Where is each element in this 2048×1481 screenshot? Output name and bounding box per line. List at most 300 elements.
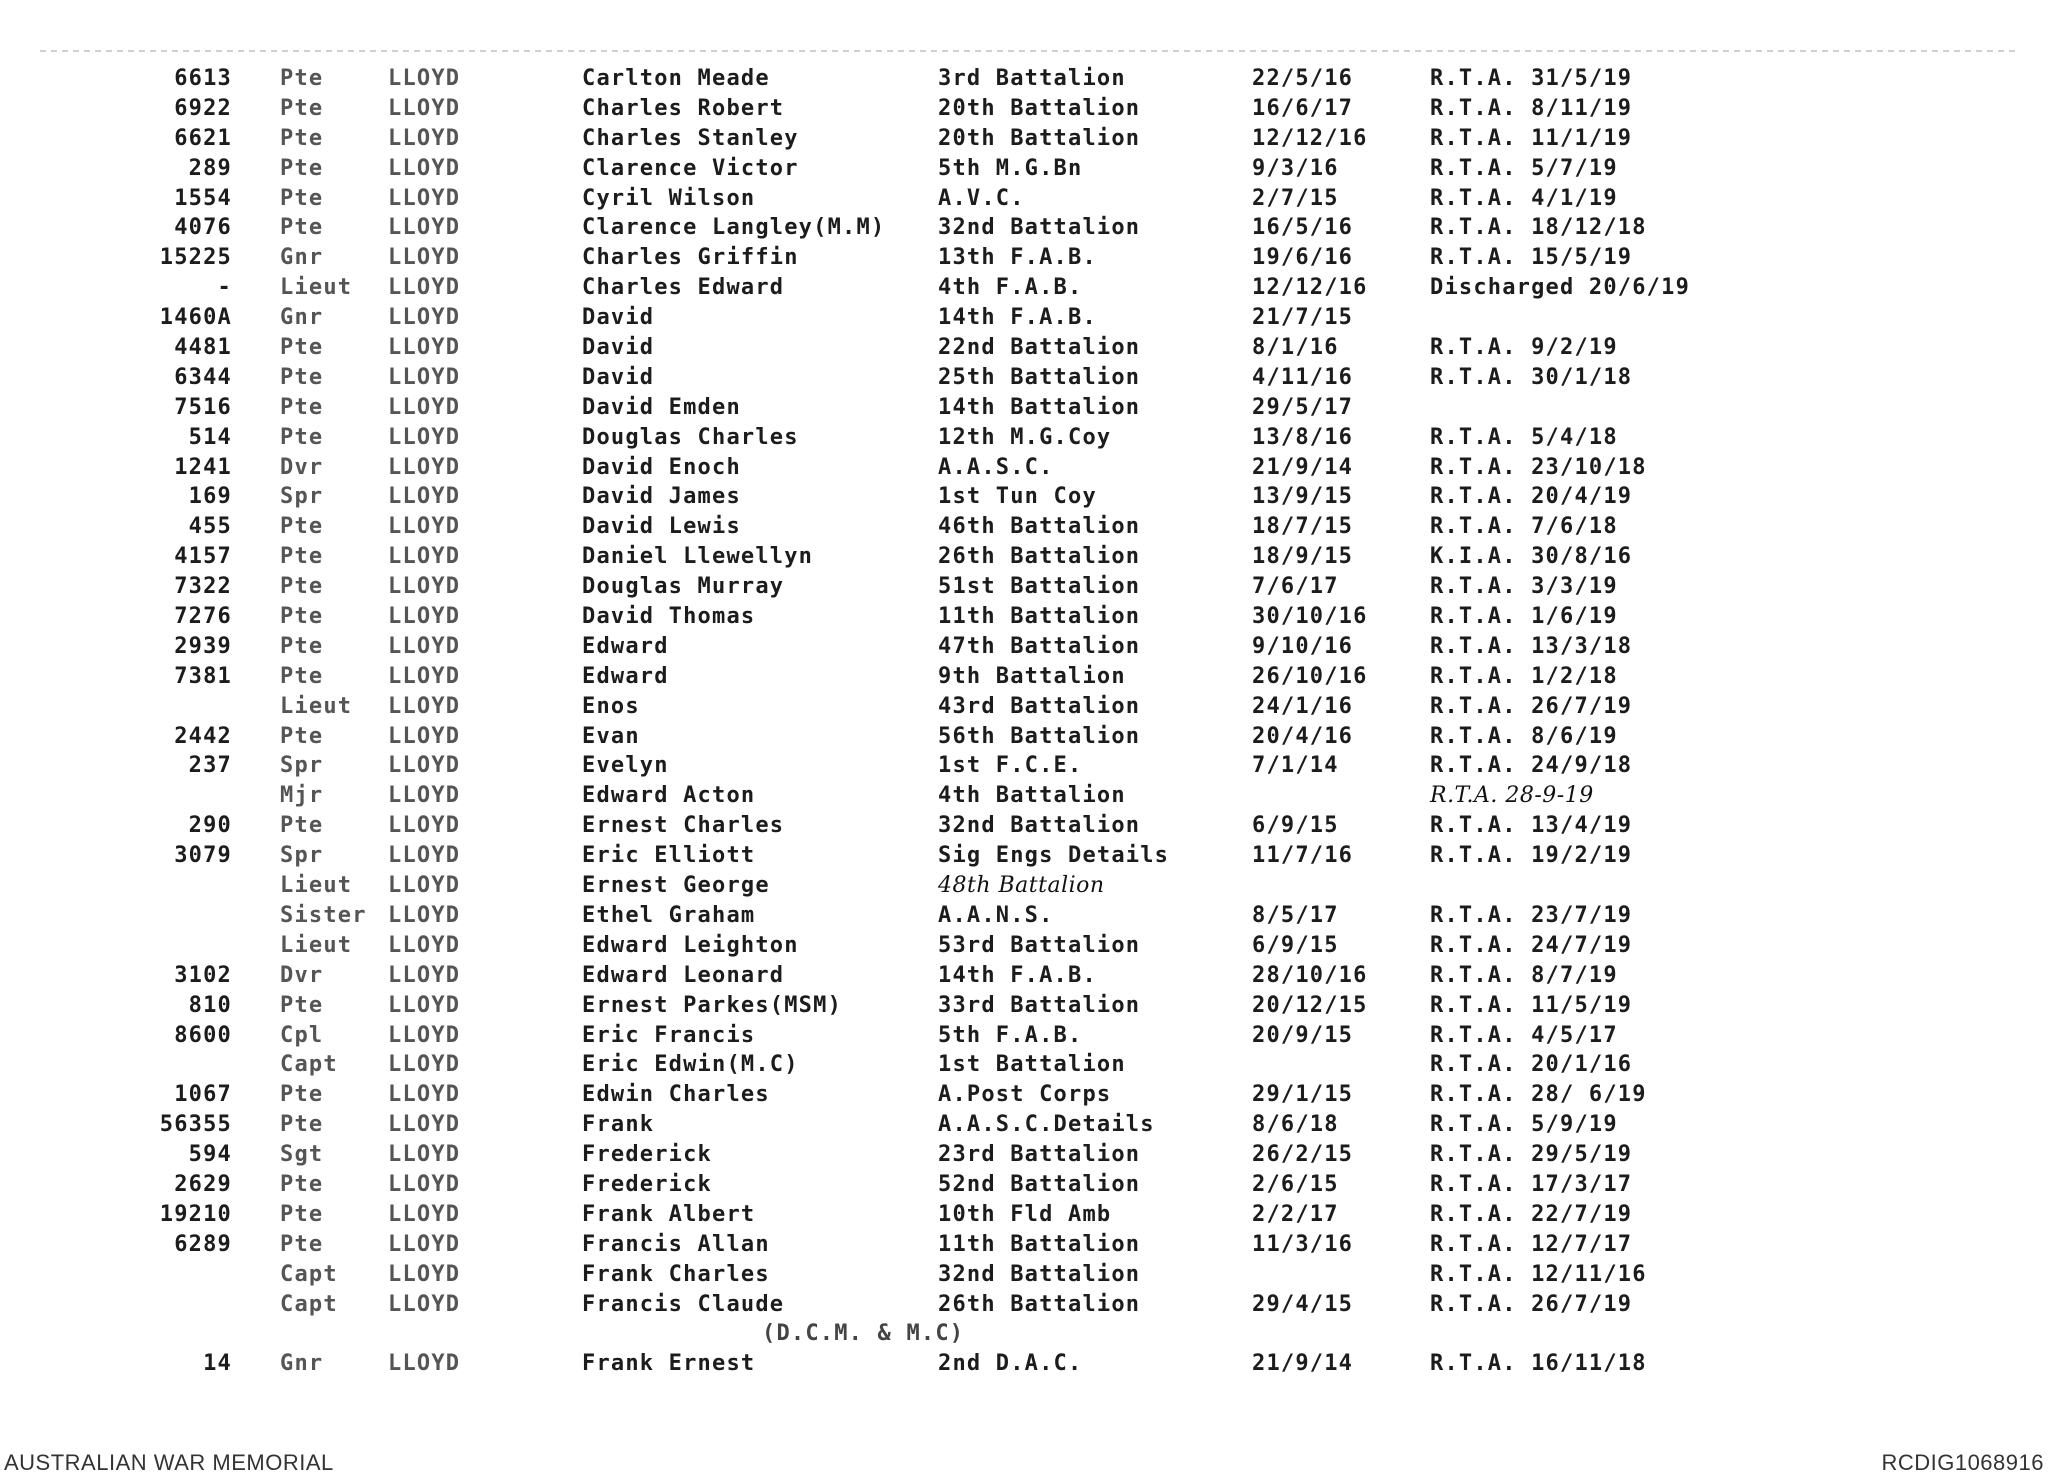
surname-cell: LLOYD [388,1261,461,1287]
rank-cell: Pte [280,185,324,211]
table-row [0,1170,2048,1200]
rank-cell: Pte [280,125,324,151]
fate-cell: R.T.A. 5/9/19 [1430,1112,1618,1138]
embarkation-date-cell: 2/2/17 [1252,1201,1339,1227]
embarkation-date-cell: 6/9/15 [1252,813,1339,839]
surname-cell: LLOYD [388,185,461,211]
fate-cell: R.T.A. 26/7/19 [1430,1291,1633,1317]
surname-cell: LLOYD [388,932,461,958]
rank-cell: Spr [280,843,324,869]
table-row [0,1230,2048,1260]
embarkation-date-cell: 13/8/16 [1252,424,1354,450]
embarkation-date-cell: 7/6/17 [1252,574,1339,600]
unit-cell: 4th F.A.B. [938,275,1083,301]
service-number-cell: 1460A [159,305,232,331]
given-names-cell: Charles Robert [582,95,785,121]
rank-cell: Dvr [280,962,324,988]
fate-cell: R.T.A. 31/5/19 [1430,66,1633,91]
table-row [0,961,2048,991]
given-names-cell: Frederick [582,1171,713,1197]
service-number-cell: 7276 [174,604,232,630]
service-number-cell: 6922 [174,95,232,121]
fate-cell: R.T.A. 4/1/19 [1430,185,1618,211]
given-names-cell: Francis Claude [582,1291,785,1317]
fate-cell: R.T.A. 15/5/19 [1430,245,1633,271]
surname-cell: LLOYD [388,873,461,899]
footer-record-id: RCDIG1068916 [1881,1450,2044,1475]
surname-cell: LLOYD [388,95,461,121]
table-row [0,542,2048,572]
service-number-cell: 1241 [174,454,232,480]
fate-cell: R.T.A. 5/4/18 [1430,424,1618,450]
service-number-cell: 1554 [174,185,232,211]
given-names-cell: David [582,364,655,390]
table-row [0,213,2048,243]
unit-cell: 48th Battalion [938,873,1105,899]
given-names-cell: Cyril Wilson [582,185,756,211]
surname-cell: LLOYD [388,843,461,869]
fate-cell: R.T.A. 23/10/18 [1430,454,1647,480]
surname-cell: LLOYD [388,66,461,91]
rank-cell: Pte [280,394,324,420]
table-row [0,243,2048,273]
surname-cell: LLOYD [388,1171,461,1197]
surname-cell: LLOYD [388,633,461,659]
fate-cell: R.T.A. 3/3/19 [1430,574,1618,600]
embarkation-date-cell: 24/1/16 [1252,693,1354,719]
unit-cell: A.Post Corps [938,1082,1112,1108]
table-row [0,453,2048,483]
embarkation-date-cell: 7/1/14 [1252,753,1339,779]
table-row [0,1021,2048,1051]
embarkation-date-cell: 8/5/17 [1252,902,1339,928]
embarkation-date-cell: 11/3/16 [1252,1231,1354,1257]
given-names-cell: Evan [582,723,640,749]
embarkation-date-cell: 18/7/15 [1252,514,1354,540]
unit-cell: A.V.C. [938,185,1025,211]
given-names-cell: Eric Elliott [582,843,756,869]
service-number-cell: 290 [188,813,232,839]
surname-cell: LLOYD [388,992,461,1018]
rank-cell: Capt [280,1052,338,1078]
rank-cell: Lieut [280,932,353,958]
surname-cell: LLOYD [388,723,461,749]
given-names-cell: Edward [582,663,669,689]
surname-cell: LLOYD [388,813,461,839]
rank-cell: Spr [280,753,324,779]
service-number-cell: 56355 [159,1112,232,1138]
table-row [0,991,2048,1021]
unit-cell: 25th Battalion [938,364,1141,390]
rank-cell: Pte [280,335,324,361]
rank-cell: Lieut [280,275,353,301]
rank-cell: Pte [280,663,324,689]
rank-cell: Pte [280,1171,324,1197]
unit-cell: 3rd Battalion [938,66,1126,91]
fate-cell: R.T.A. 5/7/19 [1430,155,1618,181]
service-number-cell: 6613 [174,66,232,91]
rank-cell: Pte [280,1201,324,1227]
given-names-cell: Douglas Charles [582,424,799,450]
table-row [0,662,2048,692]
surname-cell: LLOYD [388,1291,461,1317]
rank-cell: Gnr [280,305,324,331]
given-names-cell: Enos [582,693,640,719]
fate-cell: R.T.A. 26/7/19 [1430,693,1633,719]
service-number-cell: 7381 [174,663,232,689]
service-number-cell: 2442 [174,723,232,749]
given-names-cell: Clarence Victor [582,155,799,181]
table-row [0,512,2048,542]
rank-cell: Pte [280,1231,324,1257]
embarkation-date-cell: 21/9/14 [1252,454,1354,480]
surname-cell: LLOYD [388,335,461,361]
service-number-cell: 6344 [174,364,232,390]
service-number-cell: 455 [188,514,232,540]
rank-cell: Pte [280,633,324,659]
surname-cell: LLOYD [388,155,461,181]
unit-cell: 43rd Battalion [938,693,1141,719]
table-row [0,1290,2048,1320]
surname-cell: LLOYD [388,215,461,241]
fate-cell: R.T.A. 17/3/17 [1430,1171,1633,1197]
unit-cell: 20th Battalion [938,125,1141,151]
surname-cell: LLOYD [388,245,461,271]
embarkation-date-cell: 29/4/15 [1252,1291,1354,1317]
embarkation-date-cell: 26/10/16 [1252,663,1368,689]
table-row [0,931,2048,961]
service-number-cell: 2629 [174,1171,232,1197]
service-number-cell: 3079 [174,843,232,869]
rank-cell: Pte [280,215,324,241]
fate-cell: R.T.A. 8/6/19 [1430,723,1618,749]
table-row [0,482,2048,512]
unit-cell: A.A.N.S. [938,902,1054,928]
surname-cell: LLOYD [388,753,461,779]
table-row [0,722,2048,752]
given-names-cell: Ethel Graham [582,902,756,928]
surname-cell: LLOYD [388,514,461,540]
given-names-cell: Ernest Parkes(MSM) [582,992,843,1018]
rank-cell: Sgt [280,1142,324,1168]
given-names-cell: Clarence Langley(M.M) [582,215,886,241]
given-names-cell: Daniel Llewellyn [582,544,814,570]
unit-cell: 14th Battalion [938,394,1141,420]
table-row [0,94,2048,124]
given-names-cell: Charles Stanley [582,125,799,151]
embarkation-date-cell: 13/9/15 [1252,484,1354,510]
embarkation-date-cell: 18/9/15 [1252,544,1354,570]
unit-cell: 32nd Battalion [938,813,1141,839]
rank-cell: Lieut [280,693,353,719]
fate-cell: R.T.A. 11/5/19 [1430,992,1633,1018]
given-names-cell: David Lewis [582,514,741,540]
embarkation-date-cell: 28/10/16 [1252,962,1368,988]
unit-cell: 52nd Battalion [938,1171,1141,1197]
service-number-cell: 289 [188,155,232,181]
fate-cell: R.T.A. 30/1/18 [1430,364,1633,390]
rank-cell: Pte [280,813,324,839]
surname-cell: LLOYD [388,693,461,719]
fate-cell: R.T.A. 24/9/18 [1430,753,1633,779]
service-number-cell: 3102 [174,962,232,988]
nominal-roll-table [0,64,2048,1379]
surname-cell: LLOYD [388,604,461,630]
service-number-cell: 810 [188,992,232,1018]
service-number-cell: 6621 [174,125,232,151]
embarkation-date-cell: 8/6/18 [1252,1112,1339,1138]
table-row [0,154,2048,184]
rank-cell: Pte [280,514,324,540]
table-row [0,692,2048,722]
given-names-cell: Frank Charles [582,1261,770,1287]
unit-cell: 12th M.G.Coy [938,424,1112,450]
fate-cell: R.T.A. 23/7/19 [1430,902,1633,928]
given-names-cell: Frederick [582,1142,713,1168]
fate-cell: R.T.A. 24/7/19 [1430,932,1633,958]
table-row [0,901,2048,931]
table-row [0,572,2048,602]
unit-cell: 1st Battalion [938,1052,1126,1078]
surname-cell: LLOYD [388,1231,461,1257]
surname-cell: LLOYD [388,1201,461,1227]
service-number-cell: 7322 [174,574,232,600]
table-row [0,1319,2048,1349]
unit-cell: 9th Battalion [938,663,1126,689]
rank-cell: Gnr [280,245,324,271]
unit-cell: 51st Battalion [938,574,1141,600]
table-row [0,1050,2048,1080]
service-number-cell: 6289 [174,1231,232,1257]
surname-cell: LLOYD [388,1052,461,1078]
surname-cell: LLOYD [388,962,461,988]
service-number-cell: 237 [188,753,232,779]
unit-cell: 46th Battalion [938,514,1141,540]
surname-cell: LLOYD [388,1022,461,1048]
surname-cell: LLOYD [388,1112,461,1138]
rank-cell: Spr [280,484,324,510]
given-names-cell: Frank Ernest [582,1351,756,1377]
service-number-cell: 594 [188,1142,232,1168]
table-row [0,1140,2048,1170]
embarkation-date-cell: 12/12/16 [1252,125,1368,151]
fate-cell: K.I.A. 30/8/16 [1430,544,1633,570]
fate-cell: R.T.A. 12/7/17 [1430,1231,1633,1257]
rank-cell: Pte [280,604,324,630]
surname-cell: LLOYD [388,424,461,450]
fate-cell: R.T.A. 8/7/19 [1430,962,1618,988]
rank-cell: Pte [280,574,324,600]
rank-cell: Pte [280,155,324,181]
embarkation-date-cell: 30/10/16 [1252,604,1368,630]
unit-cell: A.A.S.C. [938,454,1054,480]
rank-cell: Capt [280,1291,338,1317]
table-row [0,124,2048,154]
given-names-cell: Ernest George [582,873,770,899]
table-row [0,363,2048,393]
table-row [0,1200,2048,1230]
surname-cell: LLOYD [388,275,461,301]
unit-cell: 47th Battalion [938,633,1141,659]
surname-cell: LLOYD [388,544,461,570]
given-names-cell: David Emden [582,394,741,420]
fate-cell: R.T.A. 22/7/19 [1430,1201,1633,1227]
service-number-cell: 8600 [174,1022,232,1048]
given-names-cell: Eric Francis [582,1022,756,1048]
surname-cell: LLOYD [388,1082,461,1108]
embarkation-date-cell: 11/7/16 [1252,843,1354,869]
unit-cell: 13th F.A.B. [938,245,1097,271]
table-row [0,1080,2048,1110]
table-row [0,333,2048,363]
embarkation-date-cell: 20/12/15 [1252,992,1368,1018]
surname-cell: LLOYD [388,783,461,809]
embarkation-date-cell: 21/9/14 [1252,1351,1354,1377]
given-names-cell: David James [582,484,741,510]
given-names-cell: Frank [582,1112,655,1138]
fate-cell: R.T.A. 11/1/19 [1430,125,1633,151]
unit-cell: 23rd Battalion [938,1142,1141,1168]
rank-cell: Pte [280,66,324,91]
rank-cell: Capt [280,1261,338,1287]
surname-cell: LLOYD [388,125,461,151]
surname-cell: LLOYD [388,663,461,689]
service-number-cell: 169 [188,484,232,510]
fate-cell: R.T.A. 28/ 6/19 [1430,1082,1647,1108]
embarkation-date-cell: 19/6/16 [1252,245,1354,271]
service-number-cell: 4157 [174,544,232,570]
unit-cell: 2nd D.A.C. [938,1351,1083,1377]
surname-cell: LLOYD [388,364,461,390]
given-names-cell: Edward Leonard [582,962,785,988]
unit-cell: 14th F.A.B. [938,305,1097,331]
embarkation-date-cell: 20/9/15 [1252,1022,1354,1048]
table-row [0,781,2048,811]
rank-cell: Pte [280,424,324,450]
surname-cell: LLOYD [388,574,461,600]
service-number-cell: 4481 [174,335,232,361]
embarkation-date-cell: 2/7/15 [1252,185,1339,211]
table-row [0,602,2048,632]
fate-cell: R.T.A. 1/2/18 [1430,663,1618,689]
surname-cell: LLOYD [388,454,461,480]
given-names-cell: Eric Edwin(M.C) [582,1052,799,1078]
given-names-cell: Ernest Charles [582,813,785,839]
unit-cell: 4th Battalion [938,783,1126,809]
fate-cell: R.T.A. 9/2/19 [1430,335,1618,361]
given-names-cell: David Thomas [582,604,756,630]
fate-cell: R.T.A. 1/6/19 [1430,604,1618,630]
service-number-cell: 7516 [174,394,232,420]
unit-cell: 56th Battalion [938,723,1141,749]
unit-cell: A.A.S.C.Details [938,1112,1155,1138]
table-row [0,841,2048,871]
decorations-note: (D.C.M. & M.C) [762,1321,965,1347]
table-row [0,1110,2048,1140]
unit-cell: 33rd Battalion [938,992,1141,1018]
surname-cell: LLOYD [388,305,461,331]
fate-cell: R.T.A. 18/12/18 [1430,215,1647,241]
fate-cell: R.T.A. 16/11/18 [1430,1351,1647,1377]
embarkation-date-cell: 20/4/16 [1252,723,1354,749]
rank-cell: Lieut [280,873,353,899]
fate-cell: R.T.A. 19/2/19 [1430,843,1633,869]
given-names-cell: Evelyn [582,753,669,779]
service-number-cell: 514 [188,424,232,450]
surname-cell: LLOYD [388,902,461,928]
embarkation-date-cell: 29/5/17 [1252,394,1354,420]
unit-cell: 1st Tun Coy [938,484,1097,510]
embarkation-date-cell: 16/5/16 [1252,215,1354,241]
fate-cell: R.T.A. 28-9-19 [1430,783,1594,809]
table-row [0,1260,2048,1290]
service-number-cell: 15225 [159,245,232,271]
table-row [0,1349,2048,1379]
footer-institution: AUSTRALIAN WAR MEMORIAL [4,1450,334,1475]
given-names-cell: David [582,305,655,331]
table-row [0,303,2048,333]
embarkation-date-cell: 4/11/16 [1252,364,1354,390]
service-number-cell: 4076 [174,215,232,241]
rank-cell: Dvr [280,454,324,480]
surname-cell: LLOYD [388,484,461,510]
unit-cell: 32nd Battalion [938,1261,1141,1287]
rank-cell: Pte [280,1112,324,1138]
rank-cell: Sister [280,902,367,928]
table-row [0,64,2048,94]
unit-cell: 20th Battalion [938,95,1141,121]
rank-cell: Pte [280,364,324,390]
fate-cell: R.T.A. 7/6/18 [1430,514,1618,540]
given-names-cell: Edward [582,633,669,659]
surname-cell: LLOYD [388,394,461,420]
fate-cell: R.T.A. 13/3/18 [1430,633,1633,659]
given-names-cell: David [582,335,655,361]
given-names-cell: Edward Leighton [582,932,799,958]
unit-cell: 5th M.G.Bn [938,155,1083,181]
rank-cell: Gnr [280,1351,324,1377]
table-row [0,871,2048,901]
rank-cell: Pte [280,992,324,1018]
given-names-cell: David Enoch [582,454,741,480]
given-names-cell: Douglas Murray [582,574,785,600]
unit-cell: 11th Battalion [938,604,1141,630]
unit-cell: 26th Battalion [938,544,1141,570]
service-number-cell: 19210 [159,1201,232,1227]
given-names-cell: Carlton Meade [582,66,770,91]
table-row [0,184,2048,214]
fate-cell: R.T.A. 4/5/17 [1430,1022,1618,1048]
table-row [0,393,2048,423]
table-row [0,751,2048,781]
service-number-cell: 14 [203,1351,232,1377]
fate-cell: R.T.A. 29/5/19 [1430,1142,1633,1168]
unit-cell: 14th F.A.B. [938,962,1097,988]
service-number-cell: - [217,275,232,301]
rank-cell: Pte [280,1082,324,1108]
embarkation-date-cell: 26/2/15 [1252,1142,1354,1168]
embarkation-date-cell: 12/12/16 [1252,275,1368,301]
table-row [0,811,2048,841]
unit-cell: 1st F.C.E. [938,753,1083,779]
given-names-cell: Edward Acton [582,783,756,809]
embarkation-date-cell: 9/10/16 [1252,633,1354,659]
embarkation-date-cell: 29/1/15 [1252,1082,1354,1108]
unit-cell: 11th Battalion [938,1231,1141,1257]
unit-cell: Sig Engs Details [938,843,1170,869]
service-number-cell: 2939 [174,633,232,659]
embarkation-date-cell: 21/7/15 [1252,305,1354,331]
